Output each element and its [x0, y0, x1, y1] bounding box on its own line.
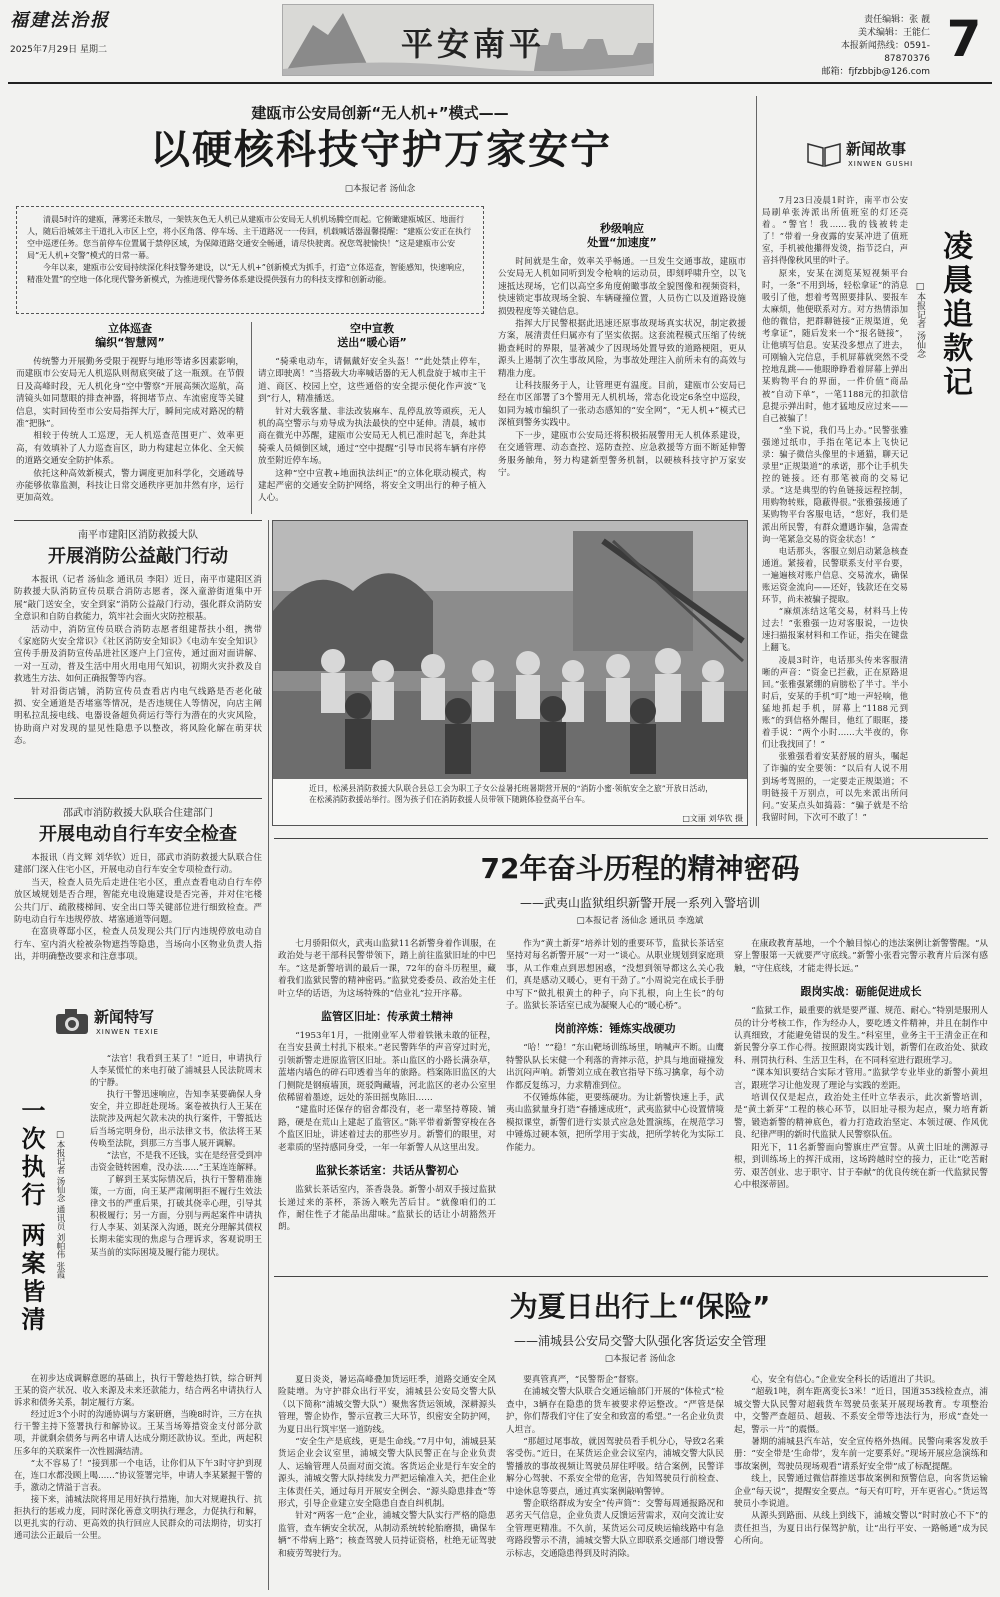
paragraph: 心，安全有信心。”企业安全科长的话道出了共识。	[751, 1375, 941, 1385]
lead-summary-paragraph: 清晨5时许的建瓯，薄雾还未散尽，一架铁灰色无人机已从建瓯市公安局无人机机场腾空而起。它俯瞰建瓯城区、地面行人，随后沿城郊主干道扎入市区上空，将小区角落、停车场、主干道路况一一传回，机载喊话器温馨提醒：“建瓯公安正在执行空中巡逻任务。您当前停车位置属于禁停区域，为保障道路交通安全畅通，请尽快驶离。祝您驾驶愉快！”这是建瓯市公安局“无人机+交警”模式的日常一幕。	[27, 215, 472, 260]
enforcement-title: 一次执行 两案皆清	[17, 1098, 45, 1335]
paragraph: “那超过尾事故，就因驾驶员看手机分心，导致2名乘客受伤。”近日，在某货运企业会议室内，浦城交警大队民警播放的事故视频让驾驶员屏住呼吸。结合案例，民警详解分心驾驶、不系安全带的危害，告知驾驶员行前检查、中途休息等要点，通过真实案例敲响警钟。	[506, 1437, 724, 1497]
paragraph: 下一步，建瓯市公安局还将积极拓展警用无人机体系建设，在交通管理、动态查控、巡防查控、应急救援等方面不断延伸警务服务触角，努力构建新型警务机制，以硬核科技守护万家安宁。	[498, 430, 746, 478]
news-story-badge	[806, 132, 956, 176]
paragraph: “建监时还保存的宿舍都没有，老一辈坚持尊陵、铺路，硬是在荒山上建起了监管区。”陈平带着新警穿梭在各个监区旧址，讲述着过去的那些岁月。新警们的眼里，对老辈质的坚持感同身受，一年一年新警人从这里出发。	[278, 1105, 496, 1153]
lead-sec3-text	[498, 256, 746, 506]
spirit-subtitle: ——武夷山监狱组织新警开展一系列入警培训	[519, 896, 760, 910]
paragraph: 作为“黄土新芽”培养计划的重要环节，监狱长茶话室坚持对每名新警开展“一对一”谈心。从职业规划到家庭琐事，从工作难点到思想困惑，“没想到领导都这么关心我们，真是感动又暖心，更有干劲了。”小周说完在成长手册中写下“做扎根黄土的种子，向下扎根，向上生长”的句子。监狱长茶话室已成为凝聚人心的“暖心桥”。	[506, 939, 724, 1012]
photo-caption: 近日，松溪县消防救援大队联合县总工会为职工子女公益暑托班暑期营开展的“消防小蜜·领航安全之旅”开放日活动，在松溪消防救援站举行。图为孩子们在消防救援人员带领下随跳体验登高平台车。	[309, 784, 713, 804]
spirit-col3	[734, 938, 988, 1260]
lead-summary-paragraph: 今年以来，建瓯市公安局持续深化科技警务建设，以“无人机+”创新模式为抓手，打造“立体巡查，智能感知，快速响应，精准处置”的空地一体化现代警务新模式，为推进现代警务体系建设提供强有力的科技支撑和创新动能。	[27, 263, 470, 284]
paragraph: “哈！”“稳！”东山靶场训练场里，呐喊声不断。山鹰特警队队长宋健一个利落的背摔示范，护具与地面碰撞发出沉闷声响。新警刘立成在教官指导下练习擒拿，每个动作都反复练习，力求精准到位。	[506, 1043, 724, 1091]
paragraph: 警企联络群成为安全“传声筒”：交警每周通报路况和恶劣天气信息，企业负责人反馈运营需求，双向交流让安全管理更精准。不久前，某货运公司反映运输线路中有急弯路段警示不清，浦城交警大队立即联系交通部门增设警示标志，交通隐患得到及时消除。	[506, 1499, 724, 1559]
lead-kicker: 建瓯市公安局创新“无人机+”模式——	[251, 104, 509, 122]
enforcement-text	[90, 1052, 262, 1368]
lead-sec1-heading	[16, 322, 244, 350]
lead-sec2-heading	[258, 322, 486, 350]
lead-byline: □本报记者 汤仙念	[344, 184, 416, 194]
paragraph: 这种“空中宣教+地面执法纠正”的立体化联动模式，构建起严密的交通安全防护网络，将安全文明出行的种子植入人心。	[258, 468, 486, 504]
paragraph: “超载1吨，刹车距离变长3米！”近日，国道353线检查点，浦城交警大队民警对超载货车驾驶员张某开展现场教育。专项整治中，交警严查超员、超载、不系安全带等违法行为，形成“查处一起，警示一片”的震慑。	[734, 1387, 988, 1435]
paragraph: 本报讯（记者 汤仙念 通讯员 李阳）近日，南平市建阳区消防救援大队消防宣传员联合消防志愿者，深入童游街道集中开展“敲门送安全，安全到家”消防公益敲门行动，强化群众消防安全意识和自防自救能力，筑牢社会面火灾防控根基。	[14, 575, 262, 623]
paragraph: 在康政教育基地，一个个触目惊心的违法案例让新警警醒。“从穿上警服第一天就要严守底线。”新警小张看完警示教育片后深有感触，“守住底线，才能走得长远。”	[734, 939, 988, 974]
lead-sec2-text	[258, 356, 486, 516]
section-rule	[274, 838, 988, 839]
paragraph: 从源头到路面、从线上到线下，浦城交警以“时时放心不下”的责任担当，为夏日出行保驾护航，让“出行平安、一路畅通”成为民心所向。	[734, 1511, 988, 1547]
side-story-text	[762, 194, 908, 824]
enforcement-text-continued	[14, 1372, 262, 1588]
lead-summary-box	[16, 206, 484, 314]
summer-col1	[278, 1374, 496, 1590]
spirit-col1	[278, 938, 496, 1260]
paragraph: “课本知识要结合实际才管用。”监狱学专业毕业的新警小黄坦言，跟班学习让他发现了理论与实践的差距。	[734, 1068, 988, 1091]
paragraph: 线上，民警通过微信群推送事故案例和预警信息，向客货运输企业“每天说”，提醒安全要点。“每天有叮咛，开车更省心。”货运驾驶员小李说道。	[734, 1474, 988, 1510]
paragraph: 了解到王某实际情况后，执行干警精准施策，一方面，向王某严肃阐明拒不履行生效法律文书的严重后果，打破其侥幸心理，引导其积极履行；另一方面，分别与两起案件申请执行人李某、刘某深入沟通，既充分理解其债权长期未能实现的焦虑与合理诉求，客观说明王某当前的实际困境及履行能力现状。	[90, 1173, 262, 1257]
paragraph: 凌晨3时许，电话那头传来客服清晰的声音：“资金已拦截，正在原路退回。”张雅强紧绷的肩膀松了半寸。半小时后，安某的手机“叮”地一声轻响，他猛地抓起手机，屏幕上“1188元到账”的到信格外醒目，他红了眼眶，搂着手说：“两个小时……大半夜的，你们让我找回了！”	[762, 654, 908, 750]
paragraph: 时间就是生命，效率关乎畅通。一旦发生交通事故，建瓯市公安局无人机如同听到发令枪响的运动员，即刻呼啸升空，以飞速抵达现场，它们以高空多角度俯瞰事故全貌图像和视频资料，快速锁定事故现场全貌、车辆碰撞位置，人员伤亡以及道路设施损毁程度等关键信息。	[498, 257, 746, 317]
column-divider	[251, 322, 252, 514]
news-feature-badge-en: XINWEN TEXIE	[96, 1028, 159, 1036]
spirit-heading: 监管区旧址：传承黄土精神	[321, 1010, 453, 1024]
paragraph: 当天，检查人员先后走进住宅小区，重点查看电动自行车停放区域规划是否合理，智能充电设施建设是否完善，并对住宅楼公共门厅、疏散楼梯间、安全出口等关键部位进行细致检查。严防电动自行车违规停放、堵塞通道等问题。	[14, 877, 262, 926]
paragraph: 指挥大厅民警根据此迅速还原事故现场真实状况，制定救援方案，展清责任归属亦有了坚实依据。这套流程模式压缩了传统勘查耗时的界限，显著减少了因现场处置导致的道路梗阻，更从源头上遏制了次生事故风险，为事故处理注入前所未有的高效与精准力度。	[498, 319, 746, 379]
column-divider	[268, 520, 269, 1590]
paragraph: 针对大载客量、非法改装麻车、乱停乱放等顽疾，无人机的高空警示与劝导成为执法最快的空中延伸。清晨，城市商在微光中苏醒，建瓯市公安局无人机已准时起飞，奔赴其骑乘人员倾倒区域，通过“空中提醒”引导市民将车辆有序停放至附近停车场。	[258, 406, 486, 467]
paragraph: 本报讯（肖文辉 刘华钦）近日，邵武市消防救援大队联合住建部门深入住宅小区，开展电动自行车安全专项检查行动。	[14, 853, 262, 876]
paragraph: 张雅强看着安某舒展的眉头，嘱起了诈骗的安全要领：“以后有人说不用到场考驾照的，一定要走正规渠道；不明链接千万别点，可以先来派出所问问。”安某点头如捣蒜：“骗子就是不给我留时间，下次可不敢了！”	[762, 751, 908, 822]
paragraph: “法官，不是我不还钱，实在是经营受到冲击资金链转困难，没办法……”王某连连解释。	[90, 1149, 262, 1172]
paragraph: 活动中，消防宣传员联合消防志愿者组建帮扶小组，携带《家庭防火安全常识》《社区消防安全知识》《电动车安全知识》宣传手册及消防宣传品进社区逐户上门宣传，通过面对面讲解、一对一互动，普及生活中用火用电用气知识，初期火灾扑救及自救逃生方法、如何正确报警等内容。	[14, 624, 262, 685]
paragraph: 培训仅仅是起点，政治处主任叶立华表示，此次新警培训，是“黄土新芽”工程的核心环节，以旧址寻根为起点，聚力培育新警，锻造新警的精神底色，着力打造政治坚定、本领过硬、作风优良、纪律严明的新时代监狱人民警察队伍。	[734, 1093, 988, 1141]
section-banner	[282, 4, 654, 76]
paragraph	[762, 823, 908, 824]
section-rule	[14, 520, 262, 521]
paragraph: 在初步达成调解意愿的基础上，执行干警趁热打铁，综合研判王某的资产状况、收入来源及未来还款能力，结合两名申请执行人诉求和债务关系，制定履行方案。	[14, 1373, 262, 1408]
lead-sec1-text	[16, 356, 244, 516]
paragraph: 针对“两客一危”企业，浦城交警大队实行严格的隐患监管，查车辆安全状况，从制动系统转轮胎磨损，确保车辆“不带病上路”；核查驾驶人员持证资格，杜绝无证驾驶和疲劳驾驶行为。	[278, 1511, 496, 1559]
enforcement-byline: □本报记者 汤仙念 通讯员 刘帕伟 张霞	[55, 1130, 65, 1279]
paragraph: 原来，安某在浏览某短视频平台时，一条“不用到场，轻松拿证”的消息吸引了他，想着考驾照要排队、要报车太麻烦，他便联系对方。对方热情添加他的微信，把群聊链接“正规渠道，免考拿证”，随后发来一个“报名链接”，让他填写信息。安某没多想点了进去，可刚输入完信息，手机屏幕就突然不受控地乱跳——他眼睁睁看着屏幕上弹出某购物平台的界面，一件价值“商品被”自动下单”，一笔1188元的扣款信息提示弹出时，他才猛地反应过来——自己被骗了！	[762, 267, 908, 423]
photo-credit: □文丽 刘华钦 摄	[682, 814, 743, 823]
lead-sec1-heading-line: 编织“智慧网”	[95, 336, 165, 349]
lead-sec1-heading-line: 立体巡查	[108, 322, 152, 335]
spirit-title: 72年奋斗历程的精神密码	[480, 852, 800, 885]
lead-sec2-heading-line: 送出“暖心语”	[337, 336, 407, 349]
paragraph: “坐下说，我们马上办。”民警张雅强递过纸巾，手指在笔记本上飞快记录：骗子微信头像里的卡通猫，聊天记录里“正规渠道”的承诺，那个让手机失控的链接。还有那笔被商的交易记录。“这是典型的钓鱼链接远程控制，用购物转账，隐蔽得很。”张雅强接通了某购物平台客服电话，“您好，我们是派出所民警，有群众遭遇诈骗，急需查询一笔紧急交易的资金状态！”	[762, 424, 908, 544]
paragraph: 不仅锤炼体能，更要练硬功。为让新警快速上手，武夷山监狱量身打造“春播速成班”，武夷监狱中心设置情境模拟课堂，新警们进行实景式应急处置演练，在规范学习中锤炼过硬本领，把所学用于实战，把所学转化为实际工作能力。	[506, 1093, 724, 1153]
summer-title: 为夏日出行上“保险”	[509, 1290, 771, 1323]
paragraph: “安全生产是底线，更是生命线。”7月中旬，浦城县某货运企业会议室里，浦城交警大队民警正在与企业负责人、运输管理人员面对面交流。客货运企业是行车安全的源头，浦城交警大队持续发力严把运输准入关，把住企业主体责任关，通过每月开展安全例会、“源头隐患排查”等形式，引导企业建立安全隐患自查自纠机制。	[278, 1437, 496, 1510]
paragraph: 七月骄阳似火，武夷山监狱11名新警身着作训服，在政治处与老干部科民警带领下，踏上前往监狱旧址的中巴车。“这是新警培训的最后一课，72年的奋斗历程里，藏着我们监狱民警的精神密码。”监狱党委委员、政治处主任叶立华的话语，为这场特殊的“信业礼”拉开序幕。	[278, 939, 496, 999]
paragraph: “法官！我看到王某了！”近日，申请执行人李某慌忙的来电打破了浦城县人民法院周末的宁静。	[90, 1053, 262, 1088]
paragraph: “麻烦冻结这笔交易，材料马上传过去！”张雅强一边对客服说，一边快速扫描报案材料和工作证，指尖在键盘上翻飞。	[762, 606, 908, 653]
lead-sec3-heading	[498, 222, 746, 250]
page-number: 7	[946, 12, 982, 66]
section-rule	[274, 1276, 988, 1277]
ebike-text	[14, 852, 262, 988]
paragraph: 电话那头，客服立刻启动紧急核查通道。紧接着，民警联系支付平台要，一遍遍核对账户信息、交易流水，确保账运资金流向——还好，钱款还在交易环节，尚未被骗子提取。	[762, 545, 908, 605]
spirit-heading: 监狱长茶话室：共话从警初心	[315, 1164, 459, 1178]
news-feature-badge-label: 新闻特写	[94, 1008, 155, 1026]
summer-byline: □本报记者 汤仙念	[604, 1354, 676, 1364]
summer-subtitle: ——浦城县公安局交警大队强化客货运安全管理	[513, 1334, 766, 1348]
spirit-col2	[506, 938, 724, 1260]
masthead-rule	[8, 82, 992, 84]
paragraph: 在浦城交警大队联合交通运输部门开展的“体检式”检查中，3辆存在隐患的货车被要求停运整改。“严管是保护，你们帮我们守住了安全和致富的希望。”一名企业负责人坦言。	[506, 1387, 724, 1435]
spirit-byline: □本报记者 汤仙念 通讯员 李逸斌	[576, 916, 704, 926]
side-story-byline: □本报记者 汤仙念	[915, 282, 925, 358]
paper-name: 福建法治报	[10, 10, 110, 30]
summer-col2	[506, 1374, 724, 1590]
lead-title: 以硬核科技守护万家安宁	[150, 127, 612, 173]
ebike-title: 开展电动自行车安全检查	[39, 824, 237, 845]
editor-credit: 美术编辑：王能仁	[857, 28, 930, 38]
paragraph: “骑乘电动车，请佩戴好安全头盔！”“此处禁止停车，请立即驶离！”当搭载大功率喊话器的无人机盘旋于城市主干道、商区、校园上空，这些通俗的安全提示便化作声波“飞到”行人，精准播送。	[258, 357, 486, 405]
section-title: 平安南平	[400, 25, 545, 63]
side-column-divider	[756, 96, 757, 826]
fire-text	[14, 574, 262, 794]
hotline: 本报新闻热线：0591-87870376	[840, 41, 930, 64]
masthead	[0, 0, 1000, 86]
spirit-heading: 岗前淬炼：锤炼实战硬功	[554, 1022, 676, 1036]
paragraph: 依托这种高效新模式，警力调度更加科学化，交通疏导亦能够依靠监测，科技让日常交通秩序更加井然有序，运行更加高效。	[16, 468, 244, 504]
paragraph: 经过近3个小时的沟通协调与方案研磨，当晚8时许，三方在执行干警主持下签署执行和解协议。王某当场筹措资金支付部分款项，并就剩余债务与两名申请人达成分期还款协议。至此，两起积压多年的关联案件一次性圆满结清。	[14, 1409, 262, 1456]
lead-sec3-heading-line: 秒级响应	[600, 222, 644, 235]
paragraph: 要真管真严，“民警帮企”督察。	[523, 1375, 644, 1385]
paragraph: 传统警力开展勤务受限于视野与地形等诸多因素影响，而建瓯市公安局无人机巡队则彻底突破了这一瓶颈。在节假日及高峰时段，无人机化身“空中警察”开展高频次巡航，高清镜头如同慧眼的排查神器，将拥堵节点、车流密度等关键信息，实时回传至市公安局指挥大厅，瞬间完成对路况的精准“把脉”。	[16, 357, 244, 430]
side-story-title: 凌晨追款记	[937, 230, 972, 400]
summer-col3	[734, 1374, 988, 1590]
fire-kicker: 南平市建阳区消防救援大队	[78, 530, 198, 541]
news-story-badge-en: XINWEN GUSHI	[848, 160, 914, 168]
email: 邮箱：fjfzbbjb@126.com	[821, 67, 930, 77]
paragraph: 夏日炎炎，暑运高峰叠加货运旺季，道路交通安全风险陡增。为守护群众出行平安，浦城县公安局交警大队（以下简称“浦城交警大队”）聚焦客货运领域，深耕源头管理，警企协作，警示宣教三大环节，织密安全防护网，为夏日出行筑牢坚一道防线。	[278, 1375, 496, 1435]
paragraph: 暑期的浦城县汽车站，安全宣传格外热闹。民警向乘客发放手册：“安全带是‘生命带’，发车前一定要系好。”现场开展应急演练和事故案例，驾驶员现场观看“请系好安全带”成了标配提醒。	[734, 1437, 988, 1472]
paragraph: 接下来，浦城法院将用足用好执行措施，加大对规避执行、抗拒执行的惩戒力度，同时深化善意文明执行理念，力促执行和解，以更扎实的行动、更高效的执行回应人民群众的司法期待，切实打通司法公正最后一公里。	[14, 1493, 262, 1541]
paragraph: 监狱长茶话室内，茶香袅袅。新警小胡双手接过监狱长递过来的茶杯，茶汤入喉先苦后甘。“就像咱们的工作，耐住性子才能品出甜味。”监狱长的话让小胡豁然开朗。	[278, 1185, 496, 1233]
paragraph: “1953年1月，一批刚业军人带着铁锹未敢的征程，在当安县黄土村扎下根来。”老民警阵华的声音穿过时光，引领新警走进原监管区旧址。茶山监区的小路长满杂草，蓝堵内墙色的碎石印透着当年的旅路。档案陈旧监区的大门侧院是钢痕墙顶，斑驳陶藏墙，河北监区的老办公室里依稀留着墨迹，远处的茶田摇曳陈旧……	[278, 1031, 496, 1104]
fire-title: 开展消防公益敲门行动	[48, 546, 228, 567]
paragraph: 针对沿街店铺，消防宣传员查看店内电气线路是否老化破损、安全通道是否堵塞等情况，是否违规住人等情况，向店主阐明私拉乱接电线、电器设备超负荷运行等行为潜在的火灾风险，协助商户对发现的显见性隐患予以整改，将风险化解在萌芽状态。	[14, 686, 262, 747]
paragraph: 阳光下，11名新警面向警旗庄严宣誓。从黄土旧址的溯源寻根，到训练场上的挥汗成雨，这场跨越时空的接力，正让“吃苦耐劳、艰苦创业、忠于职守、甘于奉献”的优良传统在新一代监狱民警心中根深蒂固。	[734, 1142, 988, 1190]
paragraph: “监狱工作，最重要的就是要严谨、规范、耐心。”特别是服刑人员的计分考核工作，作为经办人，要吃透文件精神，并且在制作中认真细致，才能避免错误的发生。”科室里，业务主干王清金正在和新民警分享工作心得。按照跟岗实践计划，新警们在政治处、狱政科、刑罚执行科、生活卫生科，在不同科室进行跟班学习。	[734, 1006, 988, 1066]
paragraph: 让科技服务于人，让管理更有温度。目前，建瓯市公安局已经在市区部署了3个警用无人机机场，常态化设定6条空中巡段，如同为城市编织了一张动态感知的“安全网”，“无人机+”模式已深植到警务实践中。	[498, 381, 746, 429]
section-rule	[14, 798, 262, 799]
paragraph: 7月23日凌晨1时许，南平市公安局刷单张涛派出所值班室的灯还亮着。“警官！我……我的钱被转走了！”带着一身夜露的安某冲进了值班室，手机被他攥得发烫，指节泛白，声音抖得像秋风里的叶子。	[762, 195, 908, 266]
children-fire-station-photo	[273, 521, 747, 779]
news-feature-badge	[54, 1000, 214, 1044]
paragraph: 执行干警迅速响应，告知李某要确保人身安全，并立即赶赴现场。案卷被执行人王某在法院涉及两起欠款未决的执行案件，干警抵达后当场完明身份，出示法律文书，依法将王某传唤至法院，到那三方当事人展开调解。	[90, 1089, 262, 1148]
paragraph: 在富贵尊邸小区，检查人员发现公共门厅内违规停放电动自行车、室内消火栓被杂物遮挡等隐患，当场向小区物业负责人指出，并明确整改要求和注意事项。	[14, 927, 262, 963]
photo-frame	[272, 520, 748, 826]
news-story-badge-label: 新闻故事	[846, 140, 907, 158]
paragraph: “太不容易了！”接到那一个电话，让你们从下午3时守护到现在，连口水都没顾上喝……”协议签署完毕，申请人李某紧握干警的手，激动之情溢于言表。	[14, 1457, 262, 1492]
paper-logo	[10, 6, 150, 30]
editor-credits	[800, 14, 930, 79]
issue-date: 2025年7月29日 星期二	[10, 45, 107, 55]
book-icon	[806, 138, 842, 168]
ebike-kicker: 邵武市消防救援大队联合住建部门	[63, 808, 213, 819]
paragraph: 相较于传统人工巡逻，无人机巡查范围更广、效率更高，有效填补了人力巡查盲区，助力构建起立体化、全天候的道路交通安全防护体系。	[16, 431, 244, 467]
editor-credit: 责任编辑：张 靓	[864, 15, 930, 25]
camera-icon	[54, 1006, 90, 1036]
lead-sec3-heading-line: 处置“加速度”	[587, 236, 657, 249]
spirit-heading: 跟岗实战：砺能促进成长	[800, 985, 922, 999]
lead-sec2-heading-line: 空中宣教	[350, 322, 394, 335]
